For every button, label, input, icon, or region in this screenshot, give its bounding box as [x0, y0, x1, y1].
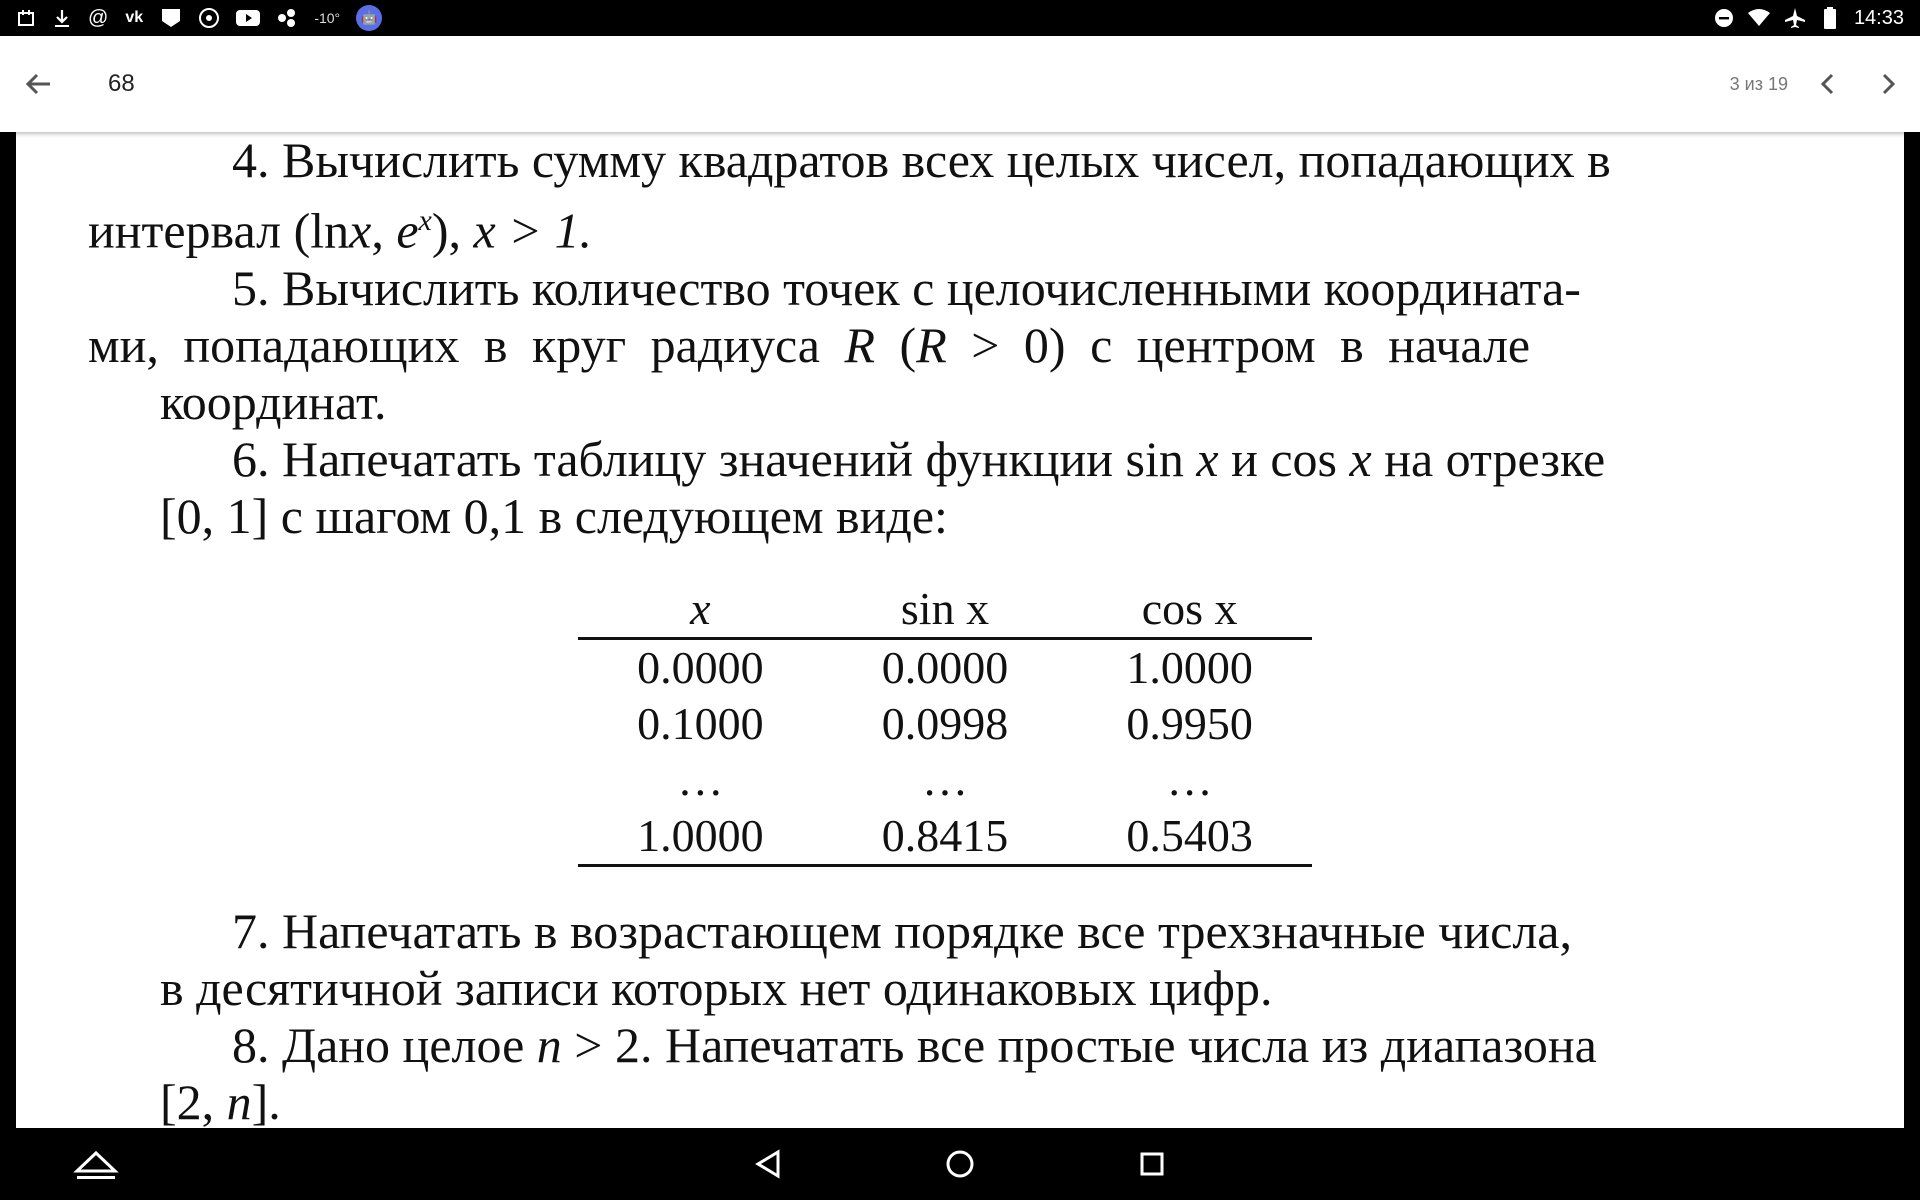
- hide-keyboard-button[interactable]: [72, 1140, 120, 1188]
- problem-5-line-2: ми, попадающих в круг радиуса R (R > 0) с центром в начале: [88, 316, 1531, 373]
- problem-7: [160, 903, 1760, 1017]
- temperature-text: -10°: [314, 10, 341, 26]
- table-cell: 1.0000: [1126, 641, 1253, 693]
- table-row: [578, 808, 1312, 866]
- recents-nav-button[interactable]: [1128, 1140, 1176, 1188]
- values-table-wrapper: [578, 581, 1312, 867]
- download-icon: [52, 6, 72, 30]
- table-row: [578, 752, 1312, 808]
- home-circle-icon: [945, 1149, 975, 1179]
- airplane-icon: [1784, 6, 1806, 30]
- back-nav-button[interactable]: [744, 1140, 792, 1188]
- table-cell: 0.1000: [637, 697, 764, 749]
- notification-bubble-icon: 🤖: [356, 5, 382, 31]
- problem-8-line-2: [2, n].: [160, 1073, 281, 1128]
- table-cell: …: [677, 753, 724, 805]
- arrow-left-icon: [24, 70, 52, 98]
- do-not-disturb-icon: [1714, 6, 1734, 30]
- vk-icon: vk: [125, 9, 144, 26]
- chevron-left-icon: [1818, 72, 1838, 96]
- cloud-share-icon: [276, 6, 298, 30]
- problem-4: [88, 132, 1760, 260]
- document-title: 68: [108, 70, 135, 97]
- system-navigation-bar: [0, 1128, 1920, 1200]
- problem-5-line-1: 5. Вычислить количество точек с целочисленными координата-: [232, 259, 1581, 316]
- problem-7-line-1: 7. Напечатать в возрастающем порядке все трехзначные числа,: [232, 902, 1572, 959]
- table-cell: 0.0000: [881, 641, 1009, 693]
- table-cell: 0.8415: [823, 808, 1068, 866]
- status-right-icons: [1714, 0, 1904, 36]
- problem-8-line-1: 8. Дано целое n > 2. Напечатать все простые числа из диапазона: [232, 1016, 1597, 1073]
- problem-4-line-2: интервал (lnx, $e^x$), x > 1.: [88, 202, 592, 259]
- table-row: [578, 696, 1312, 752]
- header-sin: sin x: [823, 581, 1068, 639]
- problem-8: [160, 1017, 1760, 1128]
- app-toolbar: [0, 36, 1920, 132]
- table-cell: …: [1166, 753, 1213, 805]
- table-cell: …: [921, 753, 968, 805]
- status-bar: [0, 0, 1920, 36]
- foe-icon: [160, 6, 182, 30]
- recents-square-icon: [1138, 1150, 1166, 1178]
- previous-page-button[interactable]: [1804, 60, 1852, 108]
- problem-6: [160, 431, 1760, 545]
- header-x: x: [578, 581, 823, 639]
- problem-6-line-2: [0, 1] с шагом 0,1 в следующем виде:: [160, 487, 948, 544]
- problem-5-line-3: координат.: [160, 373, 387, 430]
- home-nav-button[interactable]: [936, 1140, 984, 1188]
- problem-7-line-2: в десятичной записи которых нет одинаковых цифр.: [160, 959, 1273, 1016]
- chevron-right-icon: [1878, 72, 1898, 96]
- problem-5: [88, 259, 1760, 431]
- values-table: [578, 581, 1312, 867]
- back-triangle-icon: [754, 1149, 782, 1179]
- next-page-button[interactable]: [1864, 60, 1912, 108]
- table-row: [578, 638, 1312, 696]
- table-cell: 0.0000: [637, 641, 764, 693]
- clock-text: 14:33: [1853, 6, 1904, 29]
- page-indicator: 3 из 19: [1729, 74, 1788, 94]
- table-cell: 0.5403: [1067, 808, 1312, 866]
- youtube-icon: [236, 6, 260, 30]
- status-left-icons: [16, 0, 382, 36]
- header-cos: cos x: [1067, 581, 1312, 639]
- calendar-icon: [16, 6, 36, 30]
- at-icon: @: [88, 7, 109, 29]
- document-page[interactable]: [16, 132, 1904, 1128]
- document-content: [88, 132, 1760, 1128]
- battery-icon: [1820, 6, 1840, 30]
- wifi-icon: [1748, 6, 1770, 30]
- problem-6-line-1: 6. Напечатать таблицу значений функции sin x и cos x на отрезке: [232, 430, 1606, 487]
- problem-4-line-1: 4. Вычислить сумму квадратов всех целых чисел, попадающих в: [232, 132, 1611, 188]
- game-icon: [198, 6, 220, 30]
- hide-keyboard-icon: [73, 1147, 119, 1181]
- table-header-row: [578, 581, 1312, 639]
- table-cell: 0.9950: [1126, 697, 1253, 749]
- back-button[interactable]: [14, 60, 62, 108]
- table-cell: 0.0998: [881, 697, 1009, 749]
- table-cell: 1.0000: [578, 808, 823, 866]
